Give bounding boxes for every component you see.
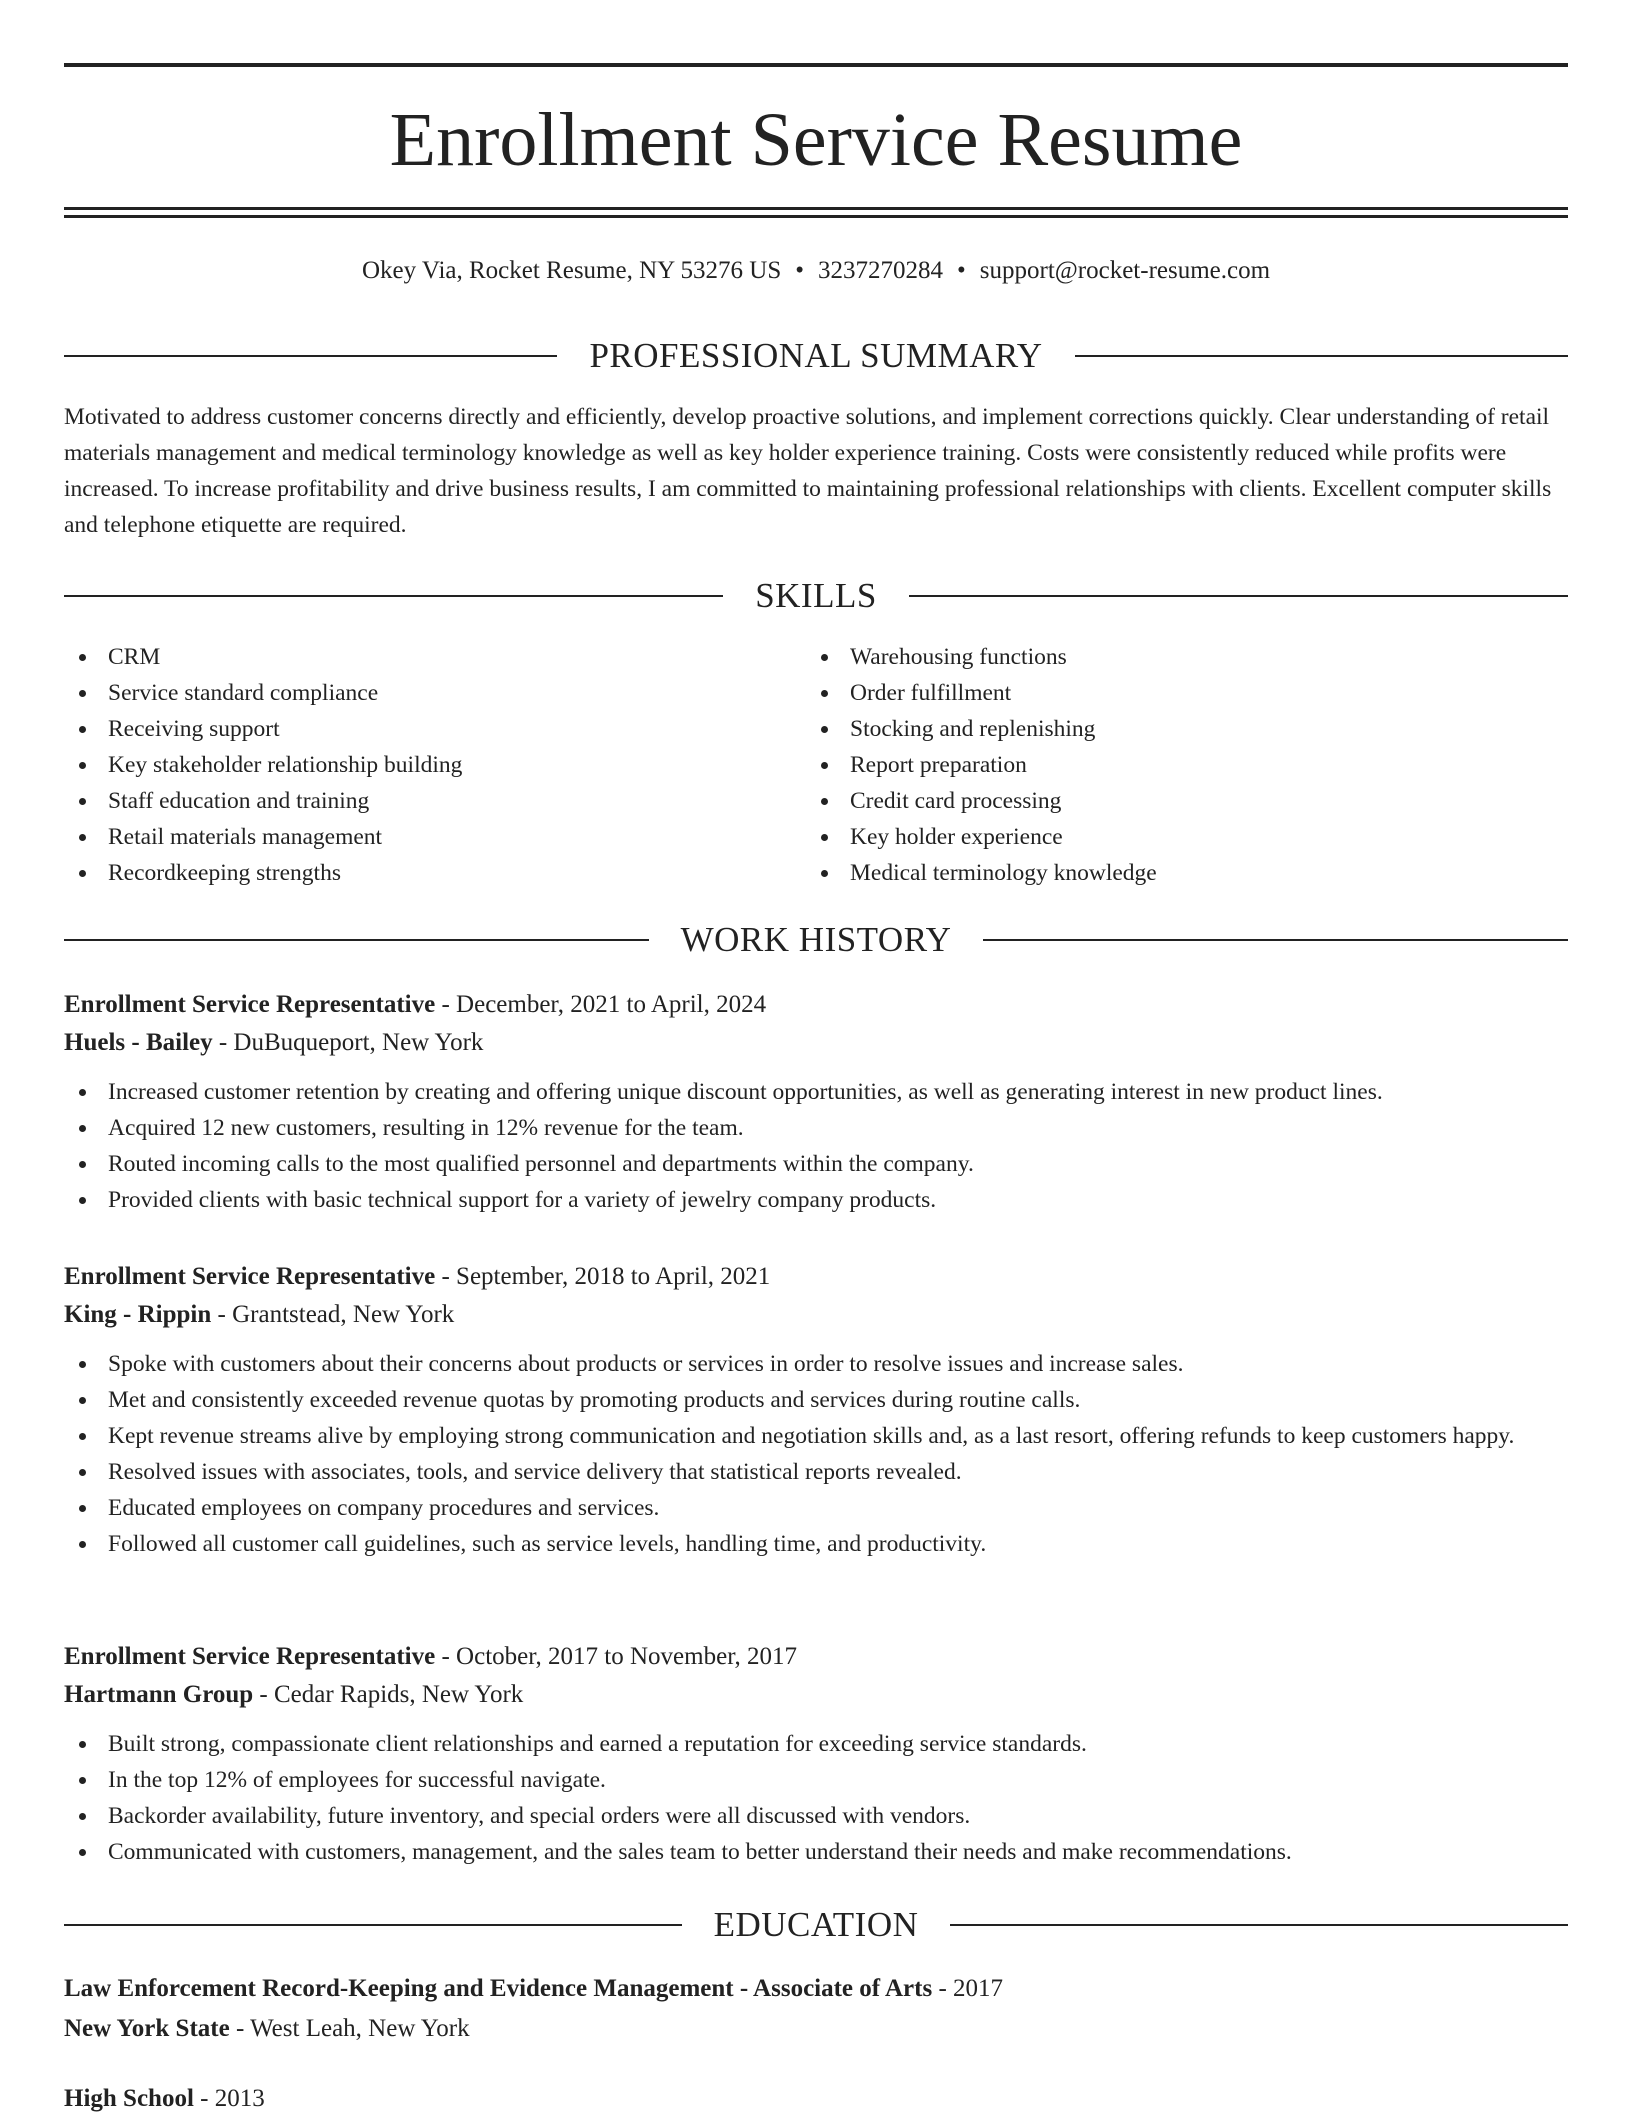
job-bullet: Spoke with customers about their concerns about products or services in order to resolve issues and increase sales.: [64, 1346, 1568, 1382]
job-bullet: Communicated with customers, management, and the sales team to better understand their needs and make recommendations.: [64, 1834, 1568, 1870]
job-bullet: Backorder availability, future inventory, and special orders were all discussed with vendors.: [64, 1798, 1568, 1834]
top-rule: [64, 63, 1568, 67]
job-bullet: Built strong, compassionate client relationships and earned a reputation for exceeding service standards.: [64, 1726, 1568, 1762]
skill-item: Warehousing functions: [806, 639, 1566, 675]
section-header-work: [64, 918, 1568, 962]
job-bullets: [64, 1726, 1568, 1870]
job-bullet: Increased customer retention by creating and offering unique discount opportunities, as well as generating interest in new product lines.: [64, 1074, 1568, 1110]
job-employer: [64, 1296, 1568, 1334]
job-bullet: In the top 12% of employees for successful navigate.: [64, 1762, 1568, 1798]
skill-item: CRM: [64, 639, 804, 675]
section-rule-right: [909, 595, 1568, 597]
skills-column-left: [64, 639, 804, 891]
contact-line: [64, 254, 1568, 288]
contact-separator: •: [957, 257, 966, 284]
job-bullets: [64, 1074, 1568, 1218]
job-bullet: Met and consistently exceeded revenue quotas by promoting products and services during routine calls.: [64, 1382, 1568, 1418]
job-employer: [64, 1676, 1568, 1714]
job-bullet: Educated employees on company procedures and services.: [64, 1490, 1568, 1526]
education-entry: [64, 1969, 1568, 2049]
skill-item: Order fulfillment: [806, 675, 1566, 711]
section-rule-left: [64, 355, 557, 357]
skill-item: Staff education and training: [64, 783, 804, 819]
job-dates: - September, 2018 to April, 2021: [435, 1263, 771, 1290]
job-heading: [64, 986, 1568, 1024]
section-rule-left: [64, 1924, 682, 1926]
job-entry: [64, 1258, 1568, 1562]
skill-item: Report preparation: [806, 747, 1566, 783]
job-bullet: Acquired 12 new customers, resulting in 12% revenue for the team.: [64, 1110, 1568, 1146]
education-heading: [64, 1969, 1568, 2009]
skill-item: Retail materials management: [64, 819, 804, 855]
job-title: Enrollment Service Representative: [64, 991, 436, 1018]
job-bullet: Followed all customer call guidelines, such as service levels, handling time, and productivity.: [64, 1526, 1568, 1562]
job-company: Hartmann Group: [64, 1681, 254, 1708]
skill-item: Receiving support: [64, 711, 804, 747]
education-entry: [64, 2079, 1568, 2119]
skills-list-right: [806, 639, 1566, 891]
resume-title: Enrollment Service Resume: [389, 98, 1243, 182]
skill-item: Recordkeeping strengths: [64, 855, 804, 891]
job-company: King - Rippin: [64, 1301, 212, 1328]
title-rule-upper: [64, 207, 1568, 210]
contact-phone: 3237270284: [818, 257, 943, 284]
education-heading: [64, 2079, 1568, 2119]
contact-email: support@rocket-resume.com: [979, 257, 1271, 284]
job-bullet: Resolved issues with associates, tools, and service delivery that statistical reports revealed.: [64, 1454, 1568, 1490]
education-location: - West Leah, New York: [229, 2015, 470, 2042]
job-bullet: Kept revenue streams alive by employing strong communication and negotiation skills and, as a last resort, offering refunds to keep customers happy.: [64, 1418, 1568, 1454]
skill-item: Stocking and replenishing: [806, 711, 1566, 747]
education-year: - 2013: [193, 2085, 265, 2112]
section-header-skills: [64, 574, 1568, 618]
job-location: - Grantstead, New York: [211, 1301, 455, 1328]
job-bullet: Routed incoming calls to the most qualified personnel and departments within the company.: [64, 1146, 1568, 1182]
job-employer: [64, 1024, 1568, 1062]
job-bullets: [64, 1346, 1568, 1562]
summary-text: Motivated to address customer concerns directly and efficiently, develop proactive solutions, and implement corrections quickly. Clear understanding of retail materials management and medical terminology knowledge as well as key holder experience training. Costs were consistently reduced while profits were increased. To increase profitability and drive business results, I am committed to maintaining professional relationships with clients. Excellent computer skills and telephone etiquette are required.: [64, 404, 1552, 538]
job-title: Enrollment Service Representative: [64, 1643, 436, 1670]
skills-column-right: [806, 639, 1566, 891]
skill-item: Key stakeholder relationship building: [64, 747, 804, 783]
job-dates: - December, 2021 to April, 2024: [435, 991, 767, 1018]
job-heading: [64, 1258, 1568, 1296]
education-year: - 2017: [932, 1975, 1004, 2002]
section-title-summary: PROFESSIONAL SUMMARY: [589, 336, 1043, 375]
section-header-education: [64, 1903, 1568, 1947]
education-school-line: [64, 2009, 1568, 2049]
section-rule-right: [950, 1924, 1568, 1926]
job-title: Enrollment Service Representative: [64, 1263, 436, 1290]
section-title-work: WORK HISTORY: [680, 920, 952, 959]
contact-address: Okey Via, Rocket Resume, NY 53276 US: [361, 257, 782, 284]
contact-separator: •: [795, 257, 804, 284]
section-rule-left: [64, 939, 649, 941]
section-title-skills: SKILLS: [755, 576, 877, 615]
education-degree: High School: [64, 2085, 194, 2112]
skill-item: Key holder experience: [806, 819, 1566, 855]
job-dates: - October, 2017 to November, 2017: [435, 1643, 798, 1670]
section-rule-right: [983, 939, 1568, 941]
title-rule-lower: [64, 215, 1568, 218]
section-rule-left: [64, 595, 723, 597]
skills-list-left: [64, 639, 804, 891]
section-title-education: EDUCATION: [713, 1905, 919, 1944]
section-header-summary: [64, 334, 1568, 378]
job-location: - Cedar Rapids, New York: [253, 1681, 524, 1708]
job-entry: [64, 1638, 1568, 1870]
skill-item: Credit card processing: [806, 783, 1566, 819]
job-bullet: Provided clients with basic technical support for a variety of jewelry company products.: [64, 1182, 1568, 1218]
job-location: - DuBuqueport, New York: [212, 1029, 484, 1056]
section-rule-right: [1075, 355, 1568, 357]
education-degree: Law Enforcement Record-Keeping and Evidence Management - Associate of Arts: [64, 1975, 933, 2002]
job-entry: [64, 986, 1568, 1218]
education-school: New York State: [64, 2015, 230, 2042]
job-heading: [64, 1638, 1568, 1676]
job-company: Huels - Bailey: [64, 1029, 213, 1056]
skill-item: Medical terminology knowledge: [806, 855, 1566, 891]
skill-item: Service standard compliance: [64, 675, 804, 711]
